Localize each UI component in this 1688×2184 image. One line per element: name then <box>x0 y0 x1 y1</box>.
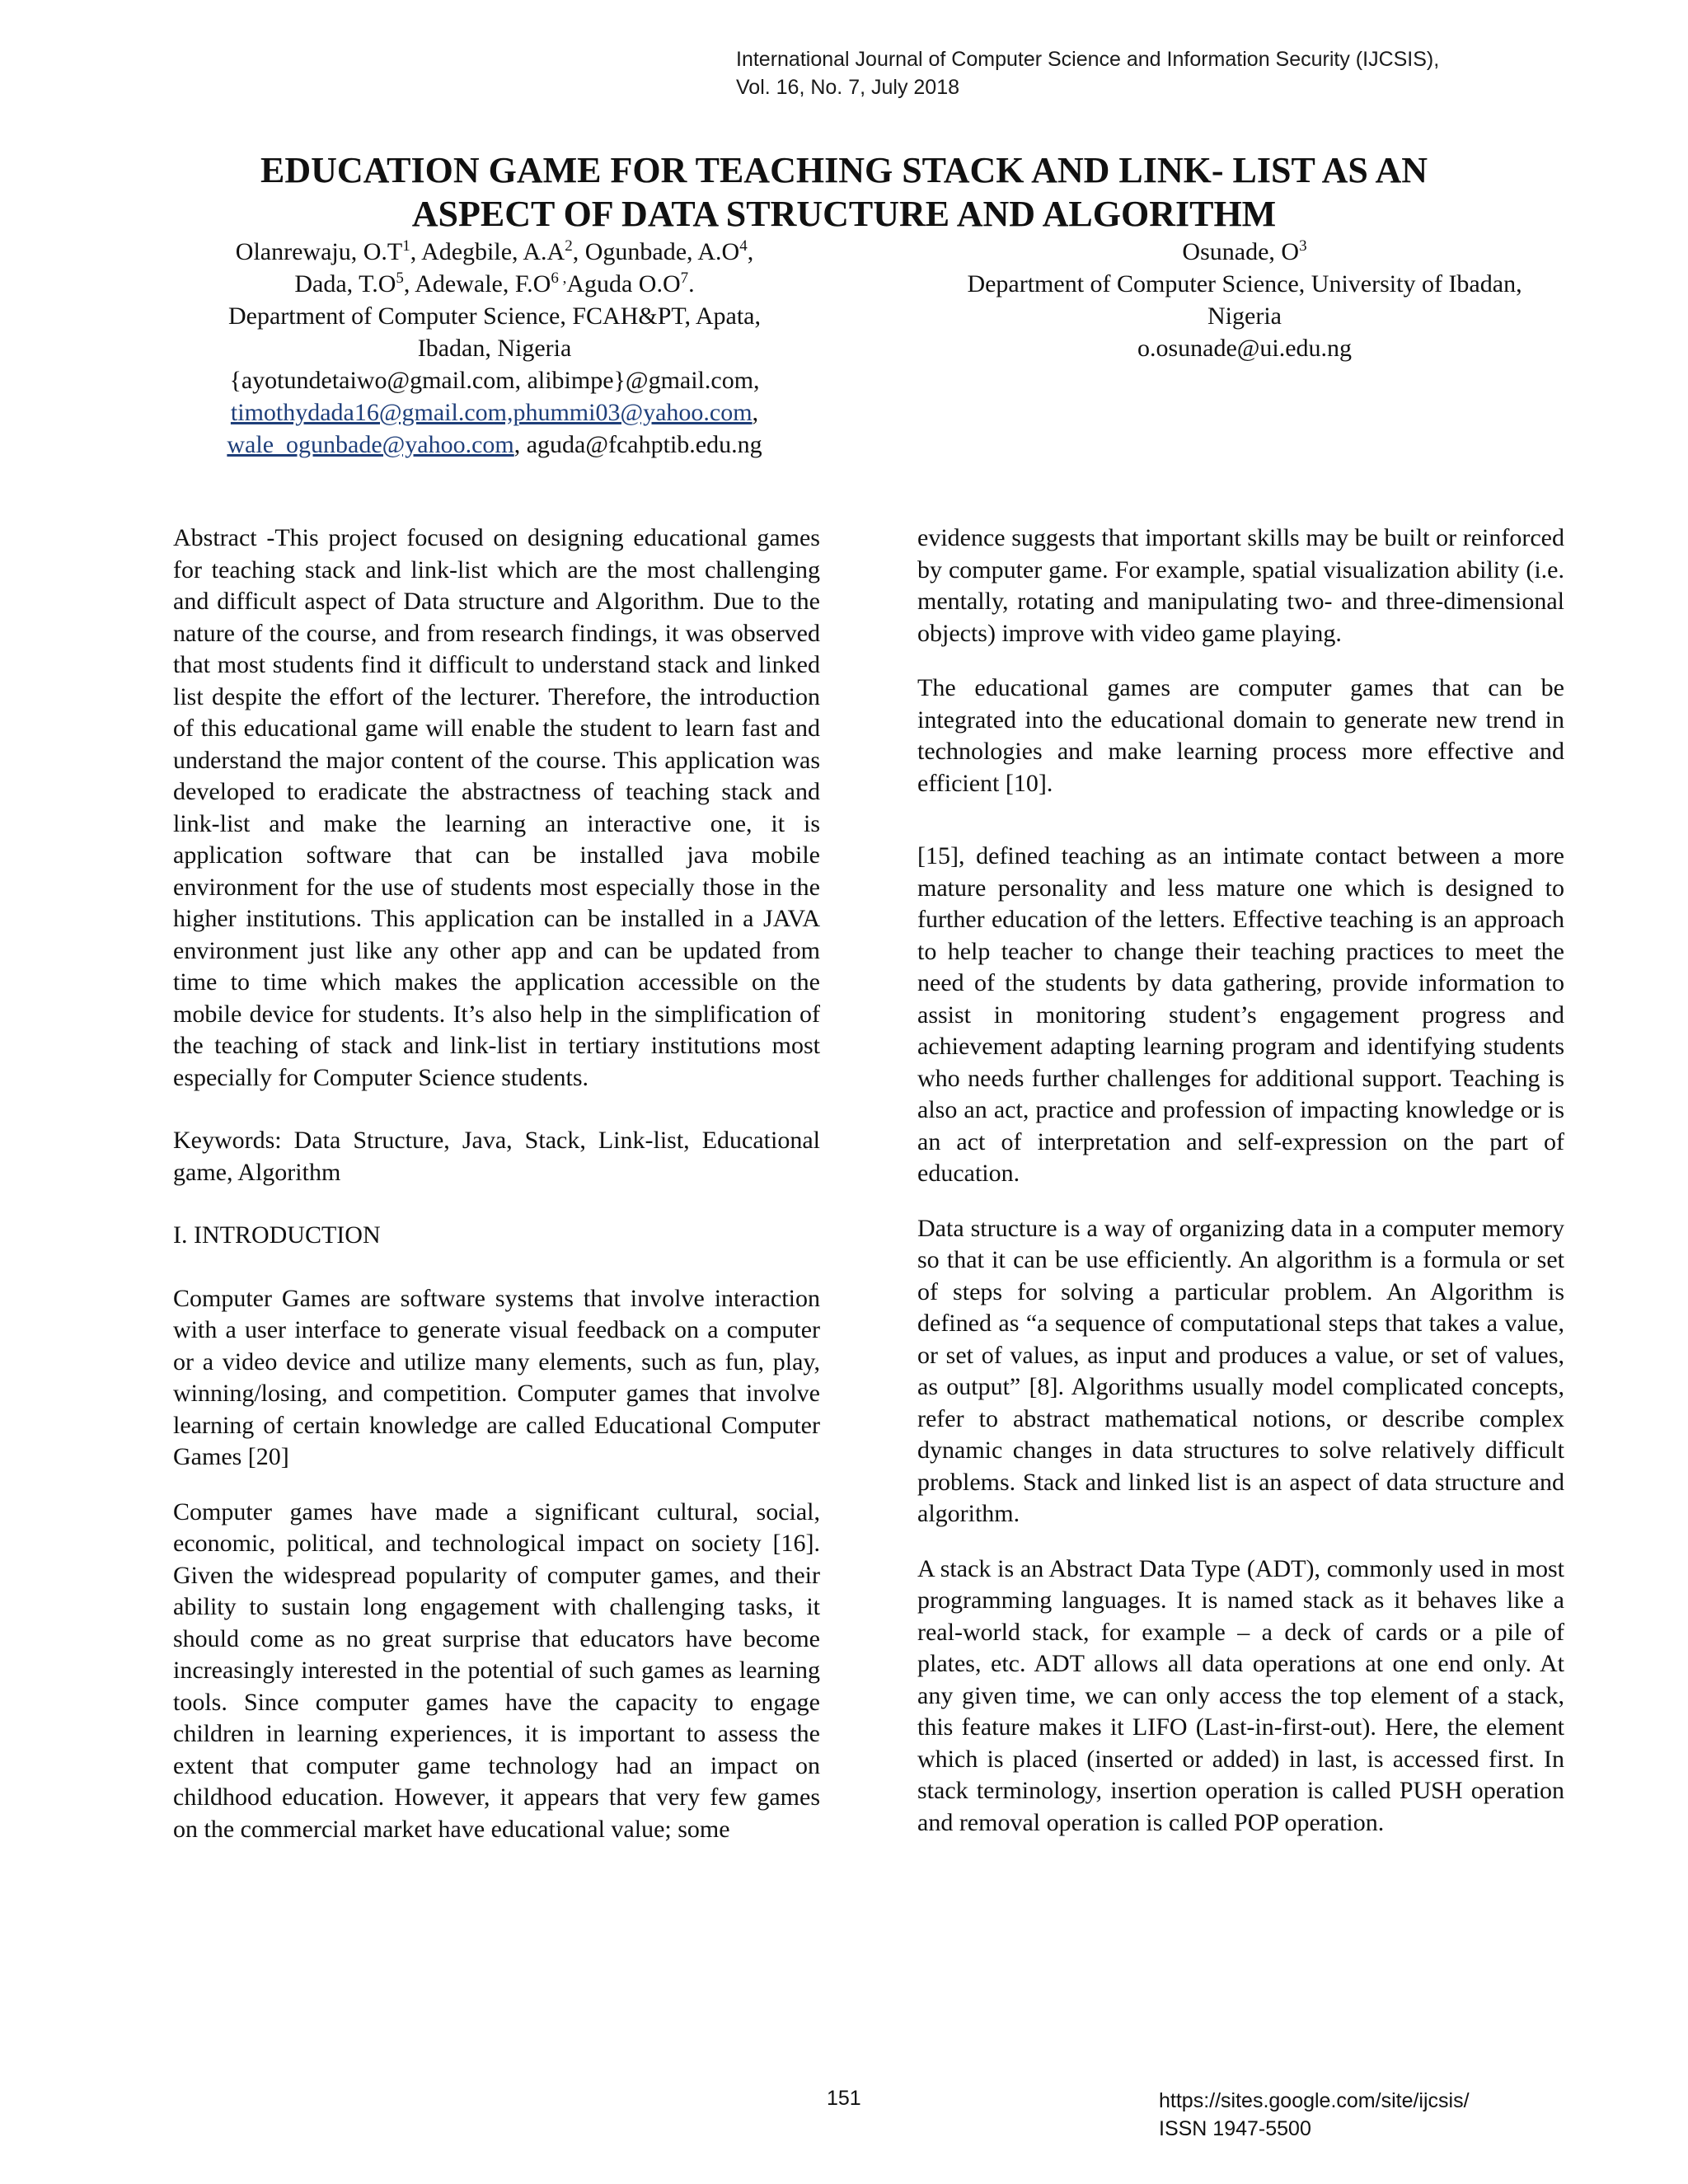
intro-paragraph-1: Computer Games are software systems that involve interaction with a user interface to generate visual feedback on a computer or a video device and utilize many elements, such as fun, play, winning/losing, and competition. Computer games that involve learning of certain knowledge are called Educational Computer Games [20] <box>173 1284 820 1470</box>
affiliation-line-2: Nigeria <box>1207 302 1282 330</box>
page-number: 151 <box>827 2087 861 2110</box>
author-names-line-2: Dada, $T.O^5$, Adewale, $F.O^{6 ,}Aguda$ $O.O^7$. <box>294 269 695 298</box>
footer-url[interactable]: https://sites.google.com/site/ijcsis/ <box>1159 2089 1470 2112</box>
author-emails-line-1: {ayotundetaiwo@gmail.com, alibimpe}@gmail.com, <box>229 367 760 394</box>
title-line-1: EDUCATION GAME FOR TEACHING STACK AND LINK- LIST AS AN <box>260 150 1428 190</box>
author-email: o.osunade@ui.edu.ng <box>1137 335 1353 362</box>
journal-name: International Journal of Computer Science and Information Security (IJCSIS), <box>736 48 1440 71</box>
email-link[interactable]: wale_ogunbade@yahoo.com <box>227 431 514 458</box>
body-paragraph-3: [15], defined teaching as an intimate contact between a more mature personality and less mature one which is designed to further education of the letters. Effective teaching is an approach to help teacher to change their teaching practices to meet the need of the students by data gathering, provide information to assist in monitoring student’s engagement progress and achievement adapting learning program and identifying students who needs further challenges for additional support. Teaching is also an act, practice and profession of impacting knowledge or is an act of interpretation and self-expression on the part of education. <box>917 842 1564 1187</box>
left-column <box>173 523 820 1845</box>
journal-volume: Vol. 16, No. 7, July 2018 <box>736 76 960 99</box>
right-column <box>917 523 1564 1839</box>
affiliation-line-1: Department of Computer Science, University of Ibadan, <box>967 270 1522 298</box>
body-paragraph-4: Data structure is a way of organizing data in a computer memory so that it can be use efficiently. An algorithm is a formula or set of steps for solving a particular problem. An Algorithm is defined as “a sequence of computational steps that takes a value, or set of values, as input and produces a value, or set of values, as output” [8]. Algorithms usually model complicated concepts, refer to abstract mathematical notions, or describe complex dynamic changes in data structures to solve relatively difficult problems. Stack and linked list is an aspect of data structure and algorithm. <box>917 1214 1564 1527</box>
abstract: Abstract -This project focused on designing educational games for teaching stack and link-list which are the most challenging and difficult aspect of Data structure and Algorithm. Due to the nature of the course, and from research findings, it was observed that most students find it difficult to understand stack and linked list despite the effort of the lecturer. Therefore, the introduction of this educational game will enable the student to learn fast and understand the major content of the course. This application was developed to eradicate the abstractness of teaching stack and link-list and make the learning an interactive one, it is application software that can be installed java mobile environment for the use of students most especially those in the higher institutions. This application can be installed in a JAVA environment just like any other app and can be updated from time to time which makes the application accessible on the mobile device for students. It’s also help in the simplification of the teaching of stack and link-list in tertiary institutions most especially for Computer Science students. <box>173 524 820 1091</box>
email-link[interactable]: timothydada16@gmail.com,phummi03@yahoo.com <box>230 399 753 426</box>
affiliation-line-1: Department of Computer Science, FCAH&PT, Apata, <box>228 302 761 330</box>
paper-title <box>124 148 1564 236</box>
author-emails-line-2: timothydada16@gmail.com,phummi03@yahoo.com, <box>230 399 759 426</box>
author-block-right <box>915 236 1574 364</box>
body-paragraph-1: evidence suggests that important skills may be built or reinforced by computer game. For example, spatial visualization ability (i.e. mentally, rotating and manipulating two- and three-dimensional objects) improve with video game playing. <box>917 524 1564 647</box>
author-name: Osunade, $O^3$ <box>1182 237 1307 265</box>
section-heading-introduction: I. INTRODUCTION <box>173 1221 381 1249</box>
author-emails-line-3: wale_ogunbade@yahoo.com, aguda@fcahptib.edu.ng <box>227 431 762 458</box>
title-line-2: ASPECT OF DATA STRUCTURE AND ALGORITHM <box>411 194 1277 234</box>
body-paragraph-2: The educational games are computer games that can be integrated into the educational domain to generate new trend in technologies and make learning process more effective and efficient [10]. <box>917 674 1564 797</box>
footer-info <box>1159 2087 1470 2143</box>
journal-header <box>736 45 1439 101</box>
footer-issn: ISSN 1947-5500 <box>1159 2117 1311 2140</box>
keywords: Keywords: Data Structure, Java, Stack, Link-list, Educational game, Algorithm <box>173 1127 820 1186</box>
intro-paragraph-2: Computer games have made a significant cultural, social, economic, political, and technological impact on society [16]. Given the widespread popularity of computer games, and their ability to sustain long engagement with challenging tasks, it should come as no great surprise that educators have become increasingly interested in the potential of such games as learning tools. Since computer games have the capacity to engage children in learning experiences, it is important to assess the extent that computer game technology had an impact on childhood education. However, it appears that very few games on the commercial market have educational value; some <box>173 1497 820 1843</box>
affiliation-line-2: Ibadan, Nigeria <box>417 335 572 362</box>
author-names-line-1: Olanrewaju, $O.T^1$, Adegbile, $A.A^2$, Ogunbade, $A.O^4$, <box>235 237 754 265</box>
body-paragraph-5: A stack is an Abstract Data Type (ADT), commonly used in most programming languages. It is named stack as it behaves like a real-world stack, for example – a deck of cards or a pile of plates, etc. ADT allows all data operations at one end only. At any given time, we can only access the top element of a stack, this feature makes it LIFO (Last-in-first-out). Here, the element which is placed (inserted or added) in last, is accessed first. In stack terminology, insertion operation is called PUSH operation and removal operation is called POP operation. <box>917 1554 1564 1836</box>
author-block-left <box>165 236 824 461</box>
